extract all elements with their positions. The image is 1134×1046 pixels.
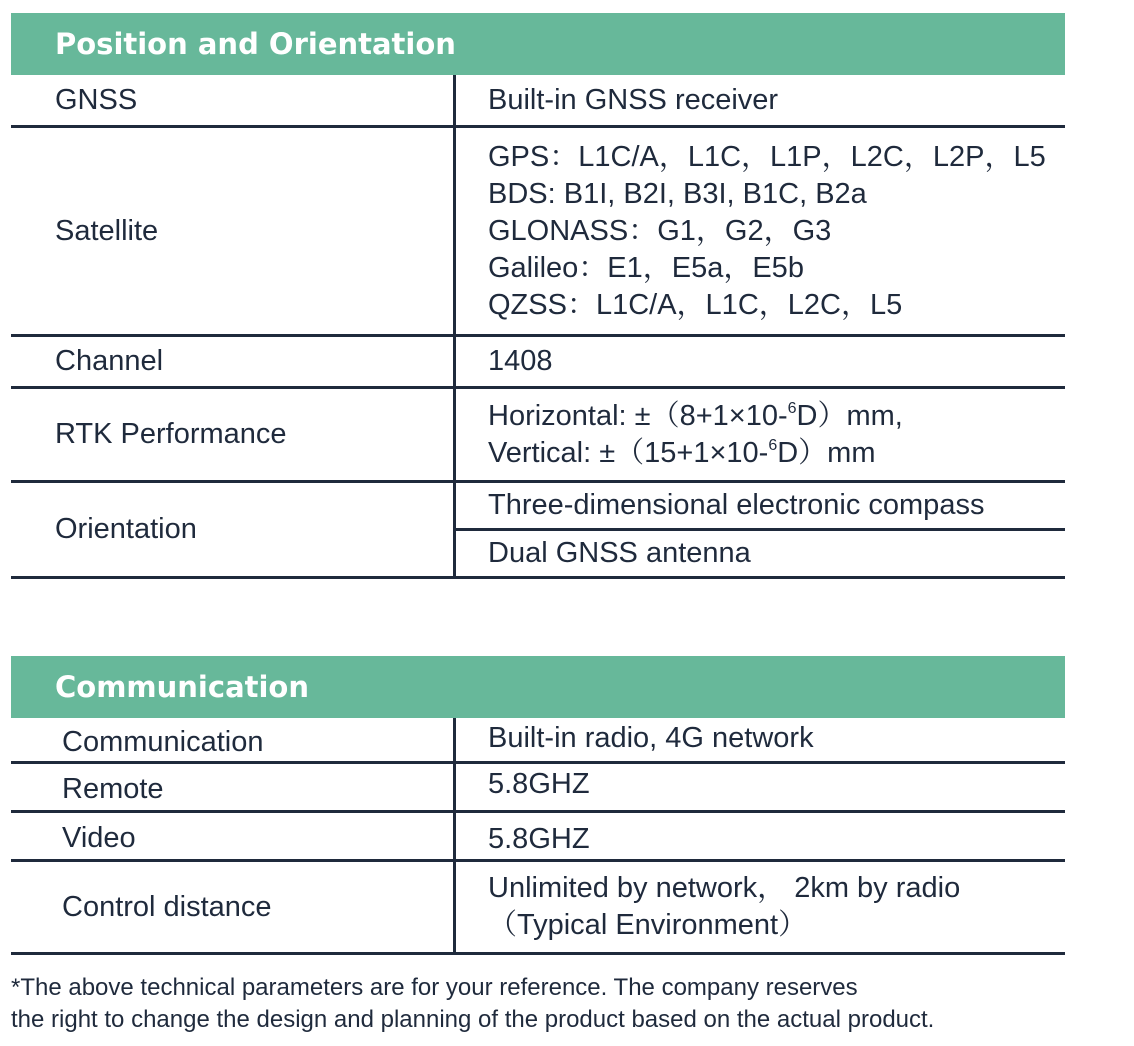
value-line: Built-in GNSS receiver	[488, 83, 779, 116]
row-label: Orientation	[11, 483, 456, 576]
row-label: RTK Performance	[11, 389, 456, 480]
footnote-line: *The above technical parameters are for your reference. The company reserves	[11, 974, 858, 1001]
table-row-video	[11, 813, 1065, 862]
row-value	[456, 813, 1065, 859]
communication-table	[11, 656, 1065, 955]
value-line: 5.8GHZ	[488, 768, 590, 800]
rtk-vertical: Vertical: ±（15+1×10-$^6$D）mm	[488, 436, 876, 469]
value-line: BDS: B1I, B2I, B3I, B1C, B2a	[488, 177, 867, 210]
value-line: 5.8GHZ	[488, 823, 590, 855]
section-header: Position and Orientation	[11, 13, 1065, 75]
value-line: Unlimited by network， 2km by radio	[488, 872, 961, 904]
row-value	[456, 337, 1065, 386]
row-label: Remote	[11, 764, 456, 810]
table-row-satellite	[11, 128, 1065, 337]
row-label: Control distance	[11, 862, 456, 952]
row-label: Satellite	[11, 128, 456, 334]
footnote	[11, 972, 1126, 1036]
row-value	[456, 128, 1065, 334]
row-value	[456, 483, 1065, 576]
footnote-line: the right to change the design and planning of the product based on the actual product.	[11, 1006, 935, 1033]
row-value	[456, 764, 1065, 810]
row-label: Communication	[11, 718, 456, 761]
section-header: Communication	[11, 656, 1065, 718]
value-line: （Typical Environment）	[488, 909, 808, 941]
table-row-communication	[11, 718, 1065, 764]
row-label: Channel	[11, 337, 456, 386]
value-line: QZSS：L1C/A，L1C，L2C，L5	[488, 288, 903, 321]
table-row-control-distance	[11, 862, 1065, 955]
row-value	[456, 718, 1065, 761]
value-line: Three-dimensional electronic compass	[488, 489, 985, 521]
table-row-gnss	[11, 75, 1065, 128]
value-line: Dual GNSS antenna	[456, 528, 1065, 576]
table-row-remote	[11, 764, 1065, 813]
value-line: 1408	[488, 345, 553, 377]
rtk-horizontal: Horizontal: ±（8+1×10-$^6$D）mm,	[488, 399, 903, 432]
row-value	[456, 75, 1065, 125]
value-line: Galileo：E1，E5a，E5b	[488, 251, 804, 284]
table-row-rtk-performance	[11, 389, 1065, 483]
row-value	[456, 862, 1065, 952]
row-label: Video	[11, 813, 456, 859]
value-line: GLONASS：G1，G2，G3	[488, 214, 832, 247]
table-row-orientation	[11, 483, 1065, 579]
value-line: Built-in radio, 4G network	[488, 722, 814, 754]
row-label: GNSS	[11, 75, 456, 125]
position-orientation-table	[11, 13, 1065, 579]
table-row-channel	[11, 337, 1065, 389]
value-line: GPS：L1C/A，L1C，L1P，L2C，L2P，L5	[488, 140, 1046, 173]
row-value	[456, 389, 1065, 480]
